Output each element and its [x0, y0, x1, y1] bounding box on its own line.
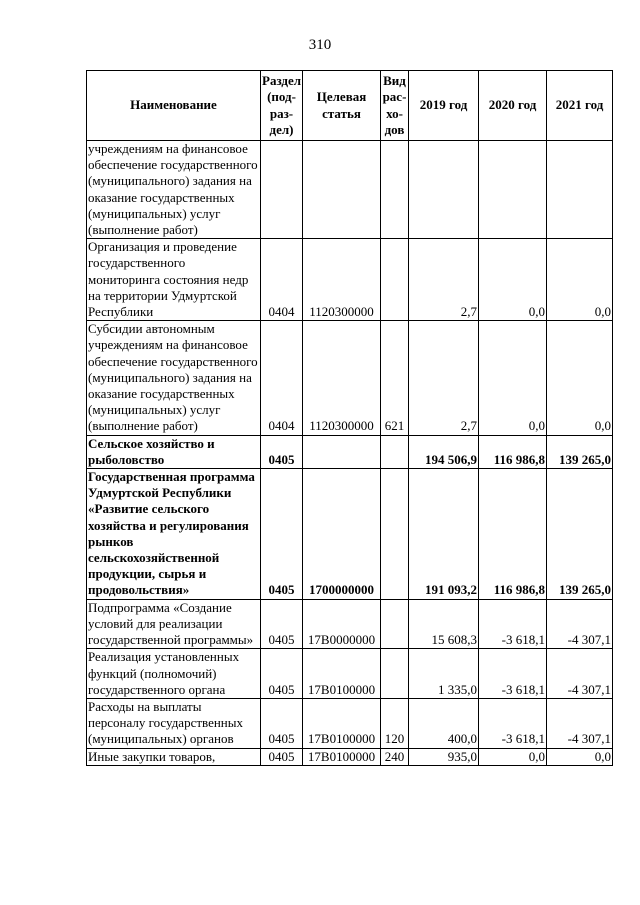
header-target-article: Целевая статья — [303, 71, 381, 141]
cell-2020: 0,0 — [479, 748, 547, 765]
cell-name: Расходы на выплаты персоналу государственных (муниципальных) органов — [87, 698, 261, 748]
cell-expense-type — [381, 649, 409, 699]
cell-section: 0405 — [261, 469, 303, 600]
cell-2019: 400,0 — [409, 698, 479, 748]
cell-2019: 15 608,3 — [409, 599, 479, 649]
cell-2020 — [479, 141, 547, 239]
cell-section: 0405 — [261, 649, 303, 699]
header-expense-type: Вид рас-хо-дов — [381, 71, 409, 141]
cell-2021: 0,0 — [547, 748, 613, 765]
cell-section: 0405 — [261, 698, 303, 748]
table-header-row — [87, 71, 613, 141]
cell-expense-type: 240 — [381, 748, 409, 765]
cell-expense-type — [381, 469, 409, 600]
cell-2021: 0,0 — [547, 239, 613, 321]
cell-expense-type — [381, 435, 409, 468]
cell-2021: 139 265,0 — [547, 469, 613, 600]
cell-2020: -3 618,1 — [479, 599, 547, 649]
cell-expense-type: 621 — [381, 321, 409, 435]
cell-2020: 0,0 — [479, 321, 547, 435]
cell-target-article: 17В0100000 — [303, 649, 381, 699]
header-name: Наименование — [87, 71, 261, 141]
cell-2019: 2,7 — [409, 239, 479, 321]
cell-2019: 935,0 — [409, 748, 479, 765]
cell-name: Субсидии автономным учреждениям на финансовое обеспечение государственного (муниципального) задания на оказание государственных (муниципальных) услуг (выполнение работ) — [87, 321, 261, 435]
cell-expense-type: 120 — [381, 698, 409, 748]
cell-2020: 116 986,8 — [479, 469, 547, 600]
cell-expense-type — [381, 141, 409, 239]
header-2019: 2019 год — [409, 71, 479, 141]
table-row — [87, 435, 613, 468]
cell-target-article: 17В0000000 — [303, 599, 381, 649]
cell-2020: -3 618,1 — [479, 698, 547, 748]
cell-name: учреждениям на финансовое обеспечение государственного (муниципального) задания на оказание государственных (муниципальных) услуг (выполнение работ) — [87, 141, 261, 239]
cell-2019: 191 093,2 — [409, 469, 479, 600]
cell-target-article: 1120300000 — [303, 321, 381, 435]
cell-name: Сельское хозяйство и рыболовство — [87, 435, 261, 468]
cell-target-article: 17В0100000 — [303, 698, 381, 748]
table-row — [87, 698, 613, 748]
cell-name: Подпрограмма «Создание условий для реализации государственной программы» — [87, 599, 261, 649]
cell-target-article — [303, 435, 381, 468]
cell-2021 — [547, 141, 613, 239]
cell-target-article — [303, 141, 381, 239]
cell-target-article: 1120300000 — [303, 239, 381, 321]
cell-2021: 0,0 — [547, 321, 613, 435]
cell-name: Организация и проведение государственного мониторинга состояния недр на территории Удмуртской Республики — [87, 239, 261, 321]
table-row — [87, 321, 613, 435]
cell-section — [261, 141, 303, 239]
cell-2020: 116 986,8 — [479, 435, 547, 468]
cell-2019 — [409, 141, 479, 239]
table-row — [87, 141, 613, 239]
table-row — [87, 239, 613, 321]
cell-name: Государственная программа Удмуртской Республики «Развитие сельского хозяйства и регулирования рынков сельскохозяйственной продукции, сырья и продовольствия» — [87, 469, 261, 600]
cell-expense-type — [381, 599, 409, 649]
cell-2021: -4 307,1 — [547, 698, 613, 748]
header-2020: 2020 год — [479, 71, 547, 141]
cell-name: Иные закупки товаров, — [87, 748, 261, 765]
cell-2020: -3 618,1 — [479, 649, 547, 699]
table-row — [87, 649, 613, 699]
cell-expense-type — [381, 239, 409, 321]
cell-section: 0405 — [261, 599, 303, 649]
cell-2019: 194 506,9 — [409, 435, 479, 468]
cell-section: 0404 — [261, 321, 303, 435]
cell-2019: 2,7 — [409, 321, 479, 435]
header-2021: 2021 год — [547, 71, 613, 141]
header-section: Раздел (под-раз-дел) — [261, 71, 303, 141]
cell-section: 0405 — [261, 748, 303, 765]
cell-2021: 139 265,0 — [547, 435, 613, 468]
table-row — [87, 469, 613, 600]
cell-target-article: 17В0100000 — [303, 748, 381, 765]
table-row — [87, 748, 613, 765]
cell-2019: 1 335,0 — [409, 649, 479, 699]
cell-2021: -4 307,1 — [547, 599, 613, 649]
page-number: 310 — [308, 37, 332, 53]
cell-section: 0404 — [261, 239, 303, 321]
cell-name: Реализация установленных функций (полномочий) государственного органа — [87, 649, 261, 699]
cell-target-article: 1700000000 — [303, 469, 381, 600]
budget-table — [86, 70, 613, 766]
cell-section: 0405 — [261, 435, 303, 468]
table-row — [87, 599, 613, 649]
cell-2021: -4 307,1 — [547, 649, 613, 699]
cell-2020: 0,0 — [479, 239, 547, 321]
